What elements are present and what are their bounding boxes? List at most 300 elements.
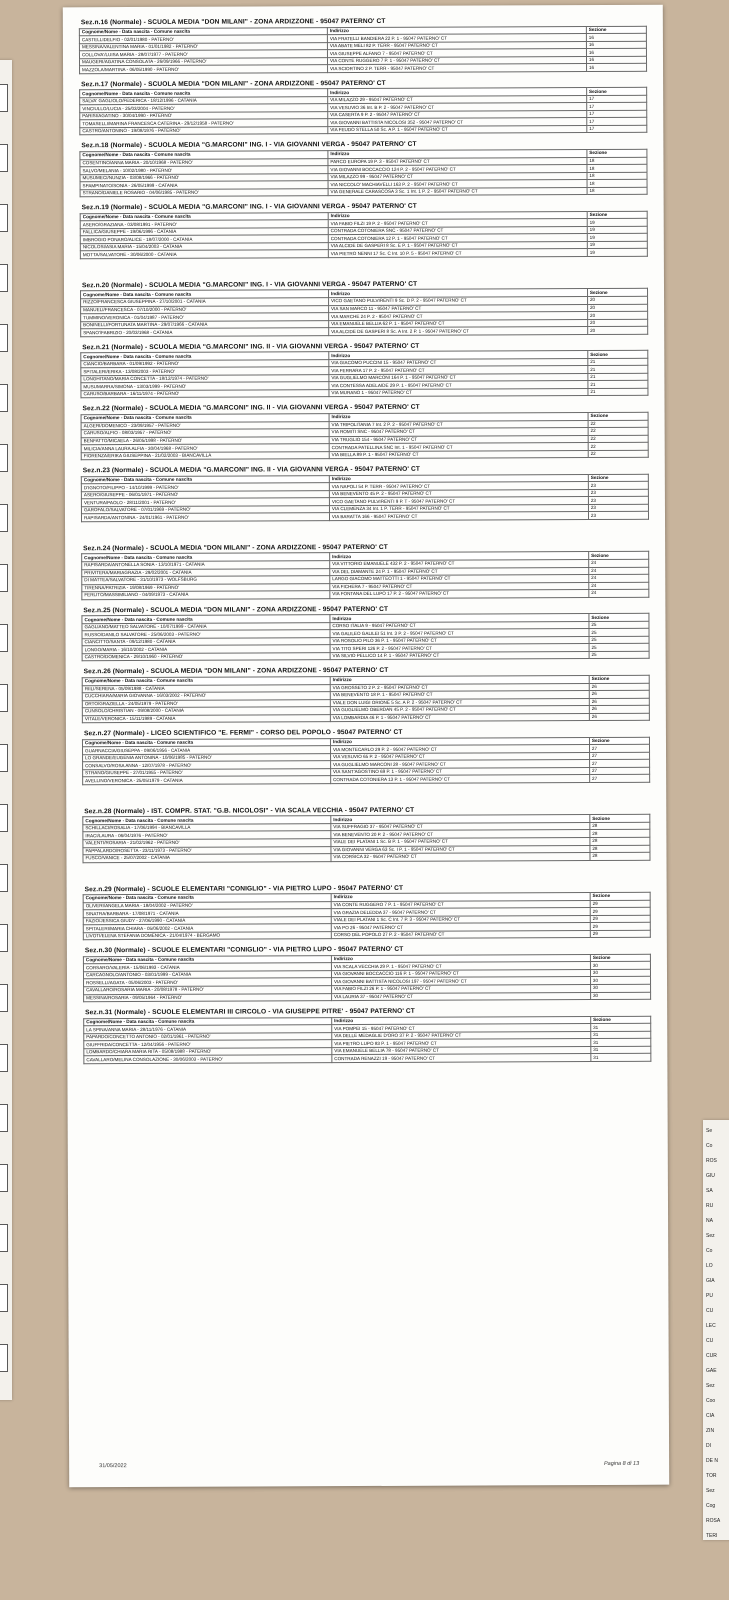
table-row (80, 249, 647, 259)
cell-nome: RIZZO/FRANCESCA GIUSEPPINA - 27/10/2001 - CATANIA (81, 298, 329, 307)
section-block (82, 666, 650, 723)
cell-indirizzo: VIA MURANO 1 - 95047 PATERNO' CT (329, 388, 588, 397)
background-table-fragment (0, 744, 8, 772)
background-sheet-right (703, 1120, 729, 1540)
background-text-fragment: CIA (706, 1413, 715, 1419)
cell-sezione: 25 (589, 629, 649, 637)
cell-indirizzo: VIA FABIO FILZI 19 P. 2 - 95047 PATERNO' CT (328, 219, 587, 228)
cell-sezione: 28 (590, 837, 650, 845)
cell-sezione: 26 (589, 713, 649, 721)
cell-indirizzo: VIA FEUDO STELLA 50 Sc. A P. 1 - 95047 PATERNO' CT (328, 125, 587, 134)
cell-indirizzo: VIA BIELLA 89 P. 1 - 95047 PATERNO' CT (329, 450, 588, 459)
cell-nome: FALLICA/GIUSEPPE - 19/06/1996 - CATANIA (80, 228, 328, 237)
cell-indirizzo: VIA PIETRO NENNI 17 Sc. C Int. 10 P. 5 - 95047 PATERNO' CT (328, 249, 587, 258)
cell-sezione: 24 (589, 574, 649, 582)
cell-sezione: 21 (588, 366, 648, 374)
section-block (80, 341, 648, 398)
background-text-fragment: Sez (706, 1233, 715, 1239)
cell-indirizzo: VIA GROSSETO 2 P. 2 - 95047 PATERNO' CT (330, 683, 589, 692)
cell-indirizzo: CONTRADA RENAZZI 19 - 95047 PATERNO' CT (332, 1054, 591, 1063)
cell-nome: ORTO/GRAZIELLA - 24/05/1979 - PATERNO' (82, 699, 330, 708)
cell-sezione: 29 (590, 915, 650, 923)
cell-indirizzo: VIA FONTANA DEL LUPO 17 P. 2 - 95047 PATERNO' CT (330, 590, 589, 599)
cell-indirizzo: VIALE DON LUIGI ORIONE 5 Sc. A P. 2 - 95047 PATERNO' CT (330, 698, 589, 707)
cell-nome: RAPISARDA/ANTONELLA SONIA - 13/10/1971 - CATANIA (82, 561, 330, 570)
cell-indirizzo: VIA BENEVENTO 20 P. 2 - 95047 PATERNO' CT (331, 830, 590, 839)
footer-page-number: Pagina 8 di 13 (603, 1460, 640, 1467)
cell-sezione: 28 (590, 822, 650, 830)
column-header-sezione: Sezione (590, 815, 650, 823)
electors-table (82, 736, 650, 785)
column-header-nome: Cognome/Nome - Data nascita - Comune nascita (80, 151, 328, 160)
cell-sezione: 28 (590, 852, 650, 860)
cell-nome: CASTELLIDELFIO - 02/01/1980 - PATERNO' (79, 35, 327, 44)
cell-indirizzo: VIA CASERTA 9 P. 2 - 95047 PATERNO' CT (328, 110, 587, 119)
column-header-nome: Cognome/Nome - Data nascita - Comune nascita (81, 290, 329, 299)
cell-indirizzo: VIA GALILEO GALILEI 51 Int. 3 P. 2 - 95047 PATERNO' CT (330, 629, 589, 638)
cell-nome: SALVA' GAGLIOLO/FEDERICA - 18/12/1996 - CATANIA (80, 97, 328, 106)
cell-nome: ALGERI/DOMENICO - 23/09/1957 - PATERNO' (81, 421, 329, 430)
column-header-nome: Cognome/Nome - Data nascita - Comune nascita (83, 955, 331, 964)
column-header-indirizzo: Indirizzo (329, 351, 588, 360)
cell-nome: GIUFFRIDA/CONCETTA - 12/04/1956 - PATERNO' (84, 1040, 332, 1049)
cell-indirizzo: VIA SANT'AGOSTINO 69 P. 1 - 95047 PATERNO' CT (331, 767, 590, 776)
cell-indirizzo: VIA GIOVANNI BATTISTA NICOLOSI 197 - 95047 PATERNO' CT (331, 977, 590, 986)
background-text-fragment: CU (706, 1308, 714, 1314)
column-header-nome: Cognome/Nome - Data nascita - Comune nascita (82, 553, 330, 562)
section-block (81, 403, 649, 460)
cell-sezione: 20 (587, 304, 647, 312)
cell-sezione: 18 (587, 187, 647, 195)
cell-nome: CAVALLARO/ROSARIA MARIA - 20/08/1978 - PATERNO' (84, 986, 332, 995)
background-table-fragment (0, 324, 8, 352)
cell-sezione: 30 (590, 969, 650, 977)
background-table-fragment (0, 684, 8, 712)
table-row (81, 388, 648, 398)
column-header-nome: Cognome/Nome - Data nascita - Comune nascita (83, 894, 331, 903)
electors-table (79, 149, 647, 198)
column-header-indirizzo: Indirizzo (330, 737, 589, 746)
table-row (81, 512, 648, 522)
cell-sezione: 29 (590, 923, 650, 931)
column-header-indirizzo: Indirizzo (327, 26, 586, 35)
cell-nome: NICOLOSI/ASIA MARIA - 15/04/2003 - CATANIA (80, 243, 328, 252)
background-text-fragment: Coo (706, 1398, 716, 1404)
cell-nome: PAPPALARDO/ROSETTA - 23/11/1973 - PATERNO' (83, 846, 331, 855)
background-table-fragment (0, 444, 8, 472)
cell-sezione: 16 (586, 33, 646, 41)
cell-sezione: 23 (588, 489, 648, 497)
background-text-fragment: Sez (706, 1383, 715, 1389)
cell-sezione: 29 (590, 907, 650, 915)
background-table-fragment (0, 1104, 8, 1132)
cell-sezione: 24 (589, 559, 649, 567)
cell-nome: STRANO/GIUSEPPE - 27/01/1955 - PATERNO' (83, 768, 331, 777)
section-title: Sez.n.24 (Normale) - SCUOLA MEDIA "DON MILANI" - ZONA ARDIZZONE - 95047 PATERNO' CT (83, 543, 388, 553)
table-row (81, 326, 648, 336)
cell-nome: GAGLIANO/MATTEO SALVATORE - 10/07/1999 - CATANIA (82, 622, 330, 631)
cell-indirizzo: VIA BENEVENTO 45 P. 2 - 95047 PATERNO' CT (329, 489, 588, 498)
background-table-fragment (0, 504, 8, 532)
cell-sezione: 17 (587, 95, 647, 103)
cell-indirizzo: VIA FERRARA 17 P. 2 - 95047 PATERNO' CT (329, 366, 588, 375)
cell-sezione: 30 (590, 984, 650, 992)
cell-sezione: 20 (587, 311, 647, 319)
cell-nome: CIANCITTO/SANTA - 09/12/1980 - CATANIA (82, 637, 330, 646)
column-header-indirizzo: Indirizzo (328, 289, 587, 298)
cell-indirizzo: VIA TRIPOLITANIA 7 Int. 2 P. 2 - 95047 PATERNO' CT (329, 420, 588, 429)
background-text-fragment: NA (706, 1218, 713, 1224)
cell-sezione: 22 (588, 420, 648, 428)
background-table-fragment (0, 1164, 8, 1192)
background-text-fragment: GAE (706, 1368, 717, 1374)
cell-indirizzo: VIA VESUVIO 36 Int. B P. 2 - 95047 PATERNO' CT (328, 103, 587, 112)
cell-nome: PAPARDO/CONCETTO ANTONIO - 02/01/1961 - PATERNO' (84, 1032, 332, 1041)
column-header-nome: Cognome/Nome - Data nascita - Comune nascita (79, 27, 327, 36)
cell-nome: TIRENNA/PATRIZIA - 19/08/1969 - PATERNO' (82, 583, 330, 592)
cell-indirizzo: VIA FICHERA 7 - 95047 PATERNO' CT (330, 582, 589, 591)
cell-sezione: 27 (589, 744, 649, 752)
cell-indirizzo: VIA GIOVANNI BOCCACCIO 116 P. 1 - 95047 PATERNO' CT (331, 969, 590, 978)
section-title: Sez.n.16 (Normale) - SCUOLA MEDIA "DON MILANI" - ZONA ARDIZZONE - 95047 PATERNO' CT (80, 17, 386, 27)
cell-sezione: 22 (588, 450, 648, 458)
column-header-sezione: Sezione (587, 211, 647, 219)
cell-nome: SPITALERI/ERIKA - 13/08/2003 - PATERNO' (81, 367, 329, 376)
cell-sezione: 31 (591, 1031, 651, 1039)
cell-sezione: 26 (589, 683, 649, 691)
cell-nome: VITALE/VERONICA - 15/11/1989 - CATANIA (82, 714, 330, 723)
cell-sezione: 16 (586, 41, 646, 49)
column-header-sezione: Sezione (587, 289, 647, 297)
cell-nome: CASTRO/ANTONINO - 19/08/1976 - PATERNO' (80, 127, 328, 136)
cell-sezione: 28 (590, 830, 650, 838)
table-row (82, 651, 649, 661)
cell-nome: FAZIO/JESSICA GIUDY - 27/06/1990 - CATANIA (83, 916, 331, 925)
cell-sezione: 17 (587, 110, 647, 118)
electors-table (83, 892, 651, 941)
cell-nome: AVELLINO/VERONICA - 25/05/1979 - CATANIA (83, 776, 331, 785)
cell-sezione: 21 (588, 388, 648, 396)
cell-sezione: 18 (587, 179, 647, 187)
section-block (80, 202, 648, 259)
table-row (84, 992, 651, 1002)
cell-sezione: 18 (587, 164, 647, 172)
column-header-nome: Cognome/Nome - Data nascita - Comune nascita (83, 816, 331, 825)
cell-indirizzo: VIA CLEMENZA 34 Int. 1 P. TERR - 95047 PATERNO' CT (329, 504, 588, 513)
cell-indirizzo: VIA SCALA VECCHIA 29 P. 1 - 95047 PATERNO' CT (331, 962, 590, 971)
cell-indirizzo: VIA SUFFRAGIO 37 - 95047 PATERNO' CT (331, 822, 590, 831)
cell-indirizzo: VIA MILAZZO 29 - 95047 PATERNO' CT (328, 95, 587, 104)
cell-indirizzo: VIA MARCHE 24 P. 2 - 95047 PATERNO' CT (329, 312, 588, 321)
cell-sezione: 23 (588, 504, 648, 512)
column-header-nome: Cognome/Nome - Data nascita - Comune nascita (81, 352, 329, 361)
cell-indirizzo: VIA EMANUELE BELLIA 78 - 95047 PATERNO' CT (332, 1046, 591, 1055)
cell-indirizzo: VIALE DEI PLATANI 1 Sc. C Int. 7 P. 3 - 95047 PATERNO' CT (331, 915, 590, 924)
electors-table (80, 210, 648, 259)
electors-table (83, 954, 651, 1003)
cell-indirizzo: VIA CONTE RUGGERO 7 P. 1 - 95047 PATERNO' CT (331, 900, 590, 909)
cell-sezione: 29 (590, 900, 650, 908)
section-block (83, 1007, 651, 1064)
cell-nome: TOMASELLI/MARINA FRANCESCA CATERINA - 29/12/1958 - PATERNO' (80, 119, 328, 128)
cell-sezione: 26 (589, 690, 649, 698)
cell-nome: PARISI/AGATINO - 30/04/1990 - PATERNO' (80, 112, 328, 121)
background-table-fragment (0, 984, 8, 1012)
background-text-fragment: ROSA (706, 1518, 721, 1524)
cell-sezione: 22 (588, 442, 648, 450)
background-table-fragment (0, 924, 8, 952)
electors-table (81, 613, 649, 662)
section-title: Sez.n.31 (Normale) - SCUOLE ELEMENTARI III CIRCOLO - VIA GIUSEPPE PITRE' - 95047 PATERNO' CT (85, 1007, 415, 1017)
cell-indirizzo: VIA ABATE MELI 82 P. TERR - 95047 PATERNO' CT (327, 41, 586, 50)
column-header-sezione: Sezione (587, 149, 647, 157)
section-block (82, 806, 650, 863)
background-table-fragment (0, 264, 8, 292)
column-header-nome: Cognome/Nome - Data nascita - Comune nascita (81, 414, 329, 423)
table-row (82, 713, 649, 723)
cell-nome: LONGHITANO/MARIA CONCETTA - 18/12/1974 - PATERNO' (81, 375, 329, 384)
cell-indirizzo: VIA GUGLIELMO OBERDAN 45 P. 2 - 95047 PATERNO' CT (330, 706, 589, 715)
electors-table (83, 1015, 651, 1064)
page-body (63, 5, 669, 1488)
cell-sezione: 30 (590, 962, 650, 970)
cell-nome: STRANO/DANIELE ROSARIO - 04/06/1985 - PATERNO' (80, 188, 328, 197)
cell-sezione: 17 (587, 103, 647, 111)
cell-nome: MILICIA/ANNA LAURA ALFIA - 30/04/1968 - PATERNO' (81, 444, 329, 453)
section-title: Sez.n.19 (Normale) - SCUOLA MEDIA "G.MARCONI" ING. I - VIA GIOVANNI VERGA - 95047 PATERNO' CT (81, 202, 417, 212)
cell-nome: COSENTINO/ANNA MARIA - 20/10/1968 - PATERNO' (80, 158, 328, 167)
column-header-sezione: Sezione (589, 613, 649, 621)
cell-nome: CARCAGNOLO/ANTONIO - 03/01/1999 - CATANIA (83, 971, 331, 980)
cell-nome: SCHILLACI/ROSALIA - 17/06/1994 - BIANCAVILLA (83, 824, 331, 833)
cell-indirizzo: VIA GUGLIELMO MARCONI 164 P. 1 - 95047 PATERNO' CT (329, 373, 588, 382)
cell-sezione: 21 (588, 373, 648, 381)
cell-nome: IRACI/LAURA - 06/04/1976 - PATERNO' (83, 831, 331, 840)
table-row (80, 63, 647, 73)
cell-nome: CARUSO/BARBARA - 16/11/1974 - PATERNO' (81, 390, 329, 399)
background-text-fragment: GIU (706, 1173, 715, 1179)
cell-sezione: 31 (591, 1053, 651, 1061)
table-row (83, 930, 650, 940)
cell-sezione: 24 (589, 589, 649, 597)
column-header-nome: Cognome/Nome - Data nascita - Comune nascita (80, 212, 328, 221)
background-text-fragment: LO (706, 1263, 713, 1269)
cell-sezione: 23 (588, 482, 648, 490)
background-table-fragment (0, 1344, 8, 1372)
cell-indirizzo: VIA SAN MARCO 11 - 95047 PATERNO' CT (328, 304, 587, 313)
column-header-indirizzo: Indirizzo (328, 211, 587, 220)
cell-nome: PRIVITERA/MARIAGRAZIA - 29/02/2001 - CATANIA (82, 568, 330, 577)
cell-nome: ROSSELLI/AGATA - 05/06/2003 - PATERNO' (84, 978, 332, 987)
cell-sezione: 27 (589, 752, 649, 760)
cell-nome: SALVO/MELANIA - 10/02/1980 - PATERNO' (80, 166, 328, 175)
cell-sezione: 24 (589, 582, 649, 590)
cell-indirizzo: VIA ROMITI SNC - 95047 PATERNO' CT (329, 428, 588, 437)
cell-nome: CARUSO/ALFIO - 08/03/1957 - PATERNO' (81, 429, 329, 438)
background-text-fragment: Co (706, 1143, 713, 1149)
cell-sezione: 30 (590, 992, 650, 1000)
section-title: Sez.n.30 (Normale) - SCUOLE ELEMENTARI "CONIGLIO" - VIA PIETRO LUPO - 95047 PATERNO' CT (84, 946, 404, 955)
cell-indirizzo: VIA EMANUELE BELLIA 62 P. 1 - 95047 PATERNO' CT (329, 319, 588, 328)
cell-sezione: 16 (586, 56, 646, 64)
cell-indirizzo: PARCO EUROPA 19 P. 3 - 95047 PATERNO' CT (328, 157, 587, 166)
cell-nome: D'IGNOTO/FILIPPO - 14/10/1999 - PATERNO' (81, 483, 329, 492)
background-table-fragment (0, 624, 8, 652)
electors-table (81, 473, 649, 522)
cell-nome: SPANO'/FABRIZIO - 20/03/1968 - CATANIA (81, 328, 329, 337)
background-table-fragment (0, 384, 8, 412)
cell-indirizzo: VIA GENERALE CARASCOSA 3 Sc. 1 Int. 1 P. 2 - 95047 PATERNO' CT (328, 187, 587, 196)
cell-indirizzo: VIA CONTESSA ADELAIDE 29 P. 1 - 95047 PATERNO' CT (329, 381, 588, 390)
cell-nome: VINCIULLO/LUCIA - 25/03/2004 - PATERNO' (80, 104, 328, 113)
background-text-fragment: SA (706, 1188, 713, 1194)
cell-indirizzo: VIA FABIO FILZI 26 P. 1 - 95047 PATERNO' CT (331, 985, 590, 994)
cell-sezione: 25 (589, 644, 649, 652)
cell-nome: CUCCHIARA/MARIA GIOVANNA - 16/03/2002 - PATERNO' (82, 692, 330, 701)
cell-nome: LOMBARDO/CHIARA MARIA RITA - 05/08/1988 - PATERNO' (84, 1047, 332, 1056)
background-table-fragment (0, 84, 8, 112)
column-header-sezione: Sezione (589, 675, 649, 683)
cell-indirizzo: LARGO GIACOMO MATTEOTTI 1 - 95047 PATERNO' CT (330, 575, 589, 584)
cell-sezione: 22 (588, 435, 648, 443)
cell-indirizzo: VIA TITO SPERI 126 P. 2 - 95047 PATERNO' CT (330, 644, 589, 653)
cell-nome: FERLITO/MASSIMILIANO - 04/09/1973 - CATANIA (82, 591, 330, 600)
cell-indirizzo: VIA ALCIDE DE GASPERI 8 Sc. E P. 1 - 95047 PATERNO' CT (328, 241, 587, 250)
cell-sezione: 29 (590, 930, 650, 938)
section-title: Sez.n.27 (Normale) - LICEO SCIENTIFICO "E. FERMI" - CORSO DEL POPOLO - 95047 PATERNO' CT (83, 728, 403, 738)
column-header-sezione: Sezione (589, 552, 649, 560)
cell-nome: DI MATTEA/SALVATORE - 31/10/1973 - WOLFSBURG (82, 576, 330, 585)
cell-indirizzo: VIA PO 26 - 95047 PATERNO' CT (331, 923, 590, 932)
column-header-indirizzo: Indirizzo (329, 474, 588, 483)
cell-indirizzo: VIA SCIORTINO 2 P. TERR - 95047 PATERNO' CT (327, 64, 586, 73)
column-header-nome: Cognome/Nome - Data nascita - Comune nascita (81, 475, 329, 484)
cell-indirizzo: VIA GUGLIELMO MARCONI 28 - 95047 PATERNO' CT (330, 760, 589, 769)
electors-table (81, 551, 649, 600)
background-sheet-left (0, 60, 12, 1400)
section-title: Sez.n.20 (Normale) - SCUOLA MEDIA "G.MARCONI" ING. I - VIA GIOVANNI VERGA - 95047 PATERNO' CT (81, 280, 418, 290)
section-block (81, 604, 649, 661)
printed-page (63, 5, 669, 1488)
cell-nome: CIANCIO/BARBARA - 01/09/1992 - PATERNO' (81, 359, 329, 368)
column-header-sezione: Sezione (588, 412, 648, 420)
cell-indirizzo: VIA POMPEI 15 - 95047 PATERNO' CT (332, 1024, 591, 1033)
table-row (80, 125, 647, 135)
background-table-fragment (0, 144, 8, 172)
background-text-fragment: Co (706, 1248, 713, 1254)
column-header-sezione: Sezione (588, 350, 648, 358)
column-header-indirizzo: Indirizzo (328, 149, 587, 158)
cell-sezione: 20 (588, 319, 648, 327)
cell-sezione: 25 (589, 636, 649, 644)
electors-table (79, 87, 647, 136)
cell-nome: OLIVERI/ANGELA MARIA - 18/04/2002 - PATERNO' (83, 901, 331, 910)
background-text-fragment: LEC (706, 1323, 716, 1329)
cell-indirizzo: CORSO ITALIA 9 - 95047 PATERNO' CT (330, 621, 589, 630)
column-header-sezione: Sezione (591, 1016, 651, 1024)
column-header-sezione: Sezione (590, 954, 650, 962)
section-title: Sez.n.25 (Normale) - SCUOLA MEDIA "DON MILANI" - ZONA ARDIZZONE - 95047 PATERNO' CT (83, 605, 389, 614)
cell-indirizzo: CONTRADA PATELLINA SNC Int. 1 - 95047 PATERNO' CT (329, 443, 588, 452)
cell-nome: TUMMINO/VERONICA - 01/04/1987 - PATERNO' (81, 313, 329, 322)
column-header-sezione: Sezione (589, 737, 649, 745)
cell-nome: IMBROGIO PONARO/ALICE - 18/07/2000 - CATANIA (80, 235, 328, 244)
column-header-nome: Cognome/Nome - Data nascita - Comune nascita (82, 738, 330, 747)
column-header-indirizzo: Indirizzo (329, 412, 588, 421)
cell-indirizzo: VIA ALCIDE DE GASPERI 8 Sc. A Int. 2 P. 1 - 95047 PATERNO' CT (329, 327, 588, 336)
background-text-fragment: GIA (706, 1278, 715, 1284)
cell-sezione: 26 (589, 698, 649, 706)
section-block (81, 543, 649, 600)
section-block (81, 465, 649, 522)
electors-table (81, 412, 649, 461)
cell-indirizzo: VIA VESUVIO 65 P. 2 - 95047 PATERNO' CT (330, 752, 589, 761)
cell-sezione: 21 (588, 381, 648, 389)
cell-indirizzo: VICO GAETANO PULVIRENTI 9 P. T - 95047 PATERNO' CT (329, 497, 588, 506)
table-row (82, 589, 649, 599)
background-table-fragment (0, 864, 8, 892)
cell-indirizzo: VICO GAETANO PULVIRENTI 9 Sc. D P. 2 - 95047 PATERNO' CT (328, 297, 587, 306)
cell-sezione: 16 (586, 63, 646, 71)
cell-nome: BONINELLI/FORTUNATA MARTINA - 29/07/1966 - CATANIA (81, 320, 329, 329)
cell-sezione: 21 (588, 358, 648, 366)
cell-indirizzo: CONTRADA COTONIERA 12 P. 1 - 95047 PATERNO' CT (328, 234, 587, 243)
cell-indirizzo: VIA DEL DIAMANTE 24 P. 1 - 95047 PATERNO' CT (330, 567, 589, 576)
cell-nome: CUNSOLO/CHRISTIAN - 09/08/2000 - CATANIA (82, 707, 330, 716)
background-text-fragment: TERI (706, 1533, 718, 1539)
cell-sezione: 20 (587, 296, 647, 304)
electors-table (82, 814, 650, 863)
cell-indirizzo: VIA TRUGLIO 154 - 95047 PATERNO' CT (329, 435, 588, 444)
background-table-fragment (0, 564, 8, 592)
column-header-sezione: Sezione (588, 474, 648, 482)
section-title: Sez.n.28 (Normale) - IST. COMPR. STAT. "G.B. NICOLOSI" - VIA SCALA VECCHIA - 95047 PATERNO' CT (84, 806, 415, 816)
background-text-fragment: CUR (706, 1353, 717, 1359)
column-header-sezione: Sezione (586, 26, 646, 34)
background-text-fragment: ZIN (706, 1428, 715, 1434)
section-block (79, 79, 647, 136)
background-text-fragment: Cog (706, 1503, 716, 1509)
background-text-fragment: DI (706, 1443, 711, 1449)
cell-indirizzo: VIA ROSOLIO PILO 36 P. 1 - 95047 PATERNO' CT (330, 636, 589, 645)
section-title: Sez.n.23 (Normale) - SCUOLA MEDIA "G.MARCONI" ING. II - VIA GIOVANNI VERGA - 95047 PATERNO' CT (82, 465, 420, 475)
cell-indirizzo: VIA GIOVANNI BATTISTA NICOLOSI 352 - 95047 PATERNO' CT (328, 118, 587, 127)
section-block (80, 280, 648, 337)
cell-nome: MESSINA/ROSARIA - 09/05/1964 - PATERNO' (84, 993, 332, 1002)
cell-sezione: 19 (587, 249, 647, 257)
column-header-nome: Cognome/Nome - Data nascita - Comune nascita (80, 89, 328, 98)
column-header-indirizzo: Indirizzo (328, 88, 587, 97)
cell-indirizzo: VIA GIOVANNI VERGA 63 Sc. I P. 1 - 95047 PATERNO' CT (331, 845, 590, 854)
cell-indirizzo: VIA GIACOMO PUCCINI 15 - 95047 PATERNO' CT (329, 358, 588, 367)
cell-sezione: 27 (589, 767, 649, 775)
cell-indirizzo: VIA GIOVANNI BOCCACCIO 124 P. 2 - 95047 PATERNO' CT (328, 165, 587, 174)
column-header-indirizzo: Indirizzo (330, 552, 589, 561)
cell-nome: GUARNACCIA/GIUSEPPA - 09/06/1956 - CATANIA (83, 746, 331, 755)
section-block (79, 140, 647, 197)
cell-indirizzo: VIALE DEI PLATANI 1 Sc. B P. 1 - 95047 PATERNO' CT (331, 838, 590, 847)
cell-sezione: 19 (587, 241, 647, 249)
cell-sezione: 25 (589, 621, 649, 629)
cell-nome: FUSCO/VANICE - 25/07/2002 - CATANIA (83, 854, 331, 863)
cell-sezione: 27 (590, 775, 650, 783)
section-block (83, 883, 651, 940)
table-row (81, 450, 648, 460)
table-row (80, 187, 647, 197)
column-header-nome: Cognome/Nome - Data nascita - Comune nascita (84, 1017, 332, 1026)
cell-indirizzo: VIA MILAZZO 99 - 95047 PATERNO' CT (328, 172, 587, 181)
cell-sezione: 17 (587, 118, 647, 126)
